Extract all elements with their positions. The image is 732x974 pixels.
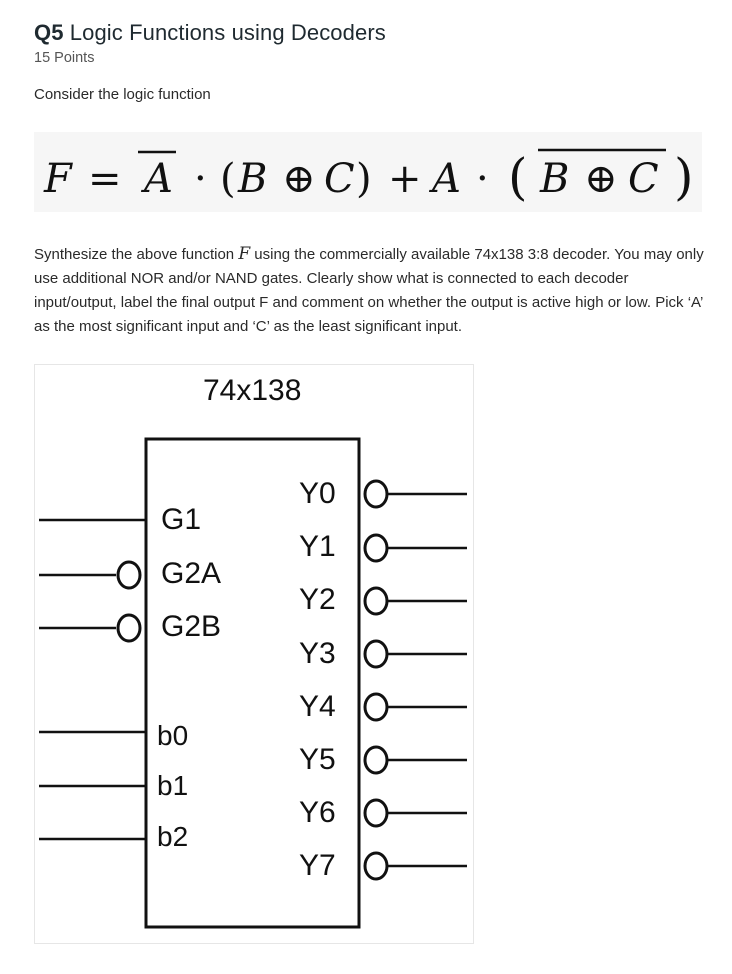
formula-xor-2: ⊕ bbox=[584, 156, 618, 202]
select-label-b1: b1 bbox=[157, 770, 189, 801]
formula-plus: + bbox=[388, 156, 422, 202]
formula-c-2: C bbox=[628, 156, 659, 202]
enable-inputs bbox=[39, 503, 221, 643]
decoder-svg bbox=[35, 365, 473, 943]
decoder-outputs bbox=[299, 477, 467, 882]
function-variable: F bbox=[238, 244, 251, 264]
formula-b-2: B bbox=[540, 156, 570, 202]
output-label-y3: Y3 bbox=[299, 637, 336, 670]
formula-lparen-1: ( bbox=[220, 156, 236, 202]
question-title bbox=[34, 20, 386, 46]
problem-text-2: using the commercially available 74x138 3:8 decoder. You may only use additional NOR and/or NAND gates. Clearly show what is connected to each decoder input/output, label the final output F and comment on whether the output is active high or low. Pick ‘A’ as the most significant input and ‘C’ as the least significant input. bbox=[34, 246, 704, 335]
decoder-diagram bbox=[34, 364, 474, 944]
output-label-y0: Y0 bbox=[299, 477, 336, 510]
y4-bubble-icon bbox=[365, 694, 387, 720]
output-label-y2: Y2 bbox=[299, 583, 336, 616]
formula-dot-1: · bbox=[194, 156, 207, 202]
output-label-y1: Y1 bbox=[299, 530, 336, 563]
formula-svg bbox=[34, 132, 702, 212]
y6-bubble-icon bbox=[365, 800, 387, 826]
y5-bubble-icon bbox=[365, 747, 387, 773]
select-label-b0: b0 bbox=[157, 720, 189, 751]
formula-image bbox=[34, 132, 702, 212]
formula-b-1: B bbox=[238, 156, 268, 202]
output-label-y6: Y6 bbox=[299, 796, 336, 829]
question-number: Q5 bbox=[34, 20, 64, 45]
chip-name: 74x138 bbox=[203, 374, 302, 407]
g2b-bubble-icon bbox=[118, 615, 140, 641]
y3-bubble-icon bbox=[365, 641, 387, 667]
select-inputs bbox=[39, 720, 188, 852]
formula-equals: = bbox=[88, 156, 122, 202]
problem-statement bbox=[34, 242, 706, 339]
y2-bubble-icon bbox=[365, 588, 387, 614]
formula-xor-1: ⊕ bbox=[282, 156, 316, 202]
select-label-b2: b2 bbox=[157, 821, 189, 852]
y0-bubble-icon bbox=[365, 481, 387, 507]
formula-a-not: A bbox=[144, 156, 173, 202]
formula-rparen-2: ) bbox=[674, 148, 694, 206]
formula-f: F bbox=[44, 156, 72, 202]
enable-label-g2a: G2A bbox=[161, 557, 222, 590]
enable-label-g1: G1 bbox=[161, 503, 202, 536]
output-label-y4: Y4 bbox=[299, 690, 336, 723]
formula-lparen-2: ( bbox=[508, 148, 528, 206]
question-points: 15 Points bbox=[34, 50, 95, 66]
question-title-text: Logic Functions using Decoders bbox=[69, 20, 386, 45]
formula-c-1: C bbox=[324, 156, 355, 202]
formula-a: A bbox=[432, 156, 461, 202]
intro-text: Consider the logic function bbox=[34, 86, 211, 103]
formula-rparen-1: ) bbox=[356, 156, 372, 202]
enable-label-g2b: G2B bbox=[161, 610, 222, 643]
y7-bubble-icon bbox=[365, 853, 387, 879]
g2a-bubble-icon bbox=[118, 562, 140, 588]
problem-text-1: Synthesize the above function bbox=[34, 246, 239, 263]
output-label-y5: Y5 bbox=[299, 743, 336, 776]
formula-dot-2: · bbox=[476, 156, 489, 202]
output-label-y7: Y7 bbox=[299, 849, 336, 882]
y1-bubble-icon bbox=[365, 535, 387, 561]
